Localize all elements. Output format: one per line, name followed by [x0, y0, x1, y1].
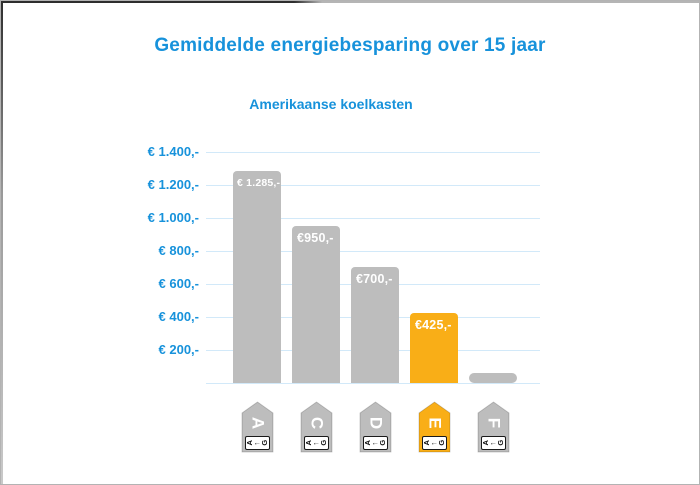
tag-class-letter: C: [307, 416, 327, 430]
tag-scale-band: [422, 436, 447, 450]
tag-scale-char: ←: [312, 438, 321, 448]
tag-scale-char: A: [304, 440, 314, 446]
tag-scale-char: G: [378, 440, 388, 446]
tag-class-letter: F: [484, 417, 504, 429]
tag-scale-char: G: [260, 440, 270, 446]
chart-subtitle: Amerikaanse koelkasten: [249, 96, 413, 112]
tag-scale-band: [304, 436, 329, 450]
tag-scale-band: [245, 436, 270, 450]
tag-class-letter: A: [248, 416, 268, 430]
bar-value-label: €950,-: [297, 231, 334, 245]
page-title: Gemiddelde energiebesparing over 15 jaar: [154, 35, 546, 56]
tag-class-letter: E: [425, 417, 445, 429]
gridline: [206, 152, 540, 153]
y-axis-tick-label: € 1.000,-: [147, 210, 199, 225]
tag-scale-char: A: [363, 440, 373, 446]
bar-value-label: €700,-: [356, 272, 393, 286]
frame-top-edge: [1, 1, 699, 3]
tag-scale-band: [481, 436, 506, 450]
bar-A: [233, 171, 281, 383]
tag-scale-char: ←: [253, 438, 262, 448]
energy-tag-E: [418, 401, 451, 453]
tag-scale-char: ←: [430, 438, 439, 448]
tag-scale-char: A: [245, 440, 255, 446]
energy-tag-A: [241, 401, 274, 453]
tag-scale-char: G: [437, 440, 447, 446]
tag-scale-char: A: [422, 440, 432, 446]
y-axis-tick-label: € 800,-: [158, 243, 199, 258]
tag-scale-char: ←: [489, 438, 498, 448]
bar-value-label: €425,-: [415, 318, 452, 332]
frame-left-edge: [1, 1, 3, 484]
tag-scale-char: G: [319, 440, 329, 446]
bar-D: [351, 267, 399, 383]
bar-value-label: € 1.285,-: [237, 177, 281, 189]
y-axis-tick-label: € 200,-: [158, 342, 199, 357]
y-axis-tick-label: € 1.200,-: [147, 177, 199, 192]
energy-tag-C: [300, 401, 333, 453]
tag-scale-char: A: [481, 440, 491, 446]
bar-F: [469, 373, 517, 383]
energy-tag-D: [359, 401, 392, 453]
y-axis-tick-label: € 400,-: [158, 309, 199, 324]
tag-scale-band: [363, 436, 388, 450]
energy-tag-F: [477, 401, 510, 453]
tag-scale-char: ←: [371, 438, 380, 448]
tag-scale-char: G: [496, 440, 506, 446]
y-axis-tick-label: € 1.400,-: [147, 144, 199, 159]
bar-C: [292, 226, 340, 383]
tag-class-letter: D: [366, 416, 386, 430]
bar-E: [410, 313, 458, 383]
y-axis-tick-label: € 600,-: [158, 276, 199, 291]
x-axis-baseline: [206, 383, 540, 384]
